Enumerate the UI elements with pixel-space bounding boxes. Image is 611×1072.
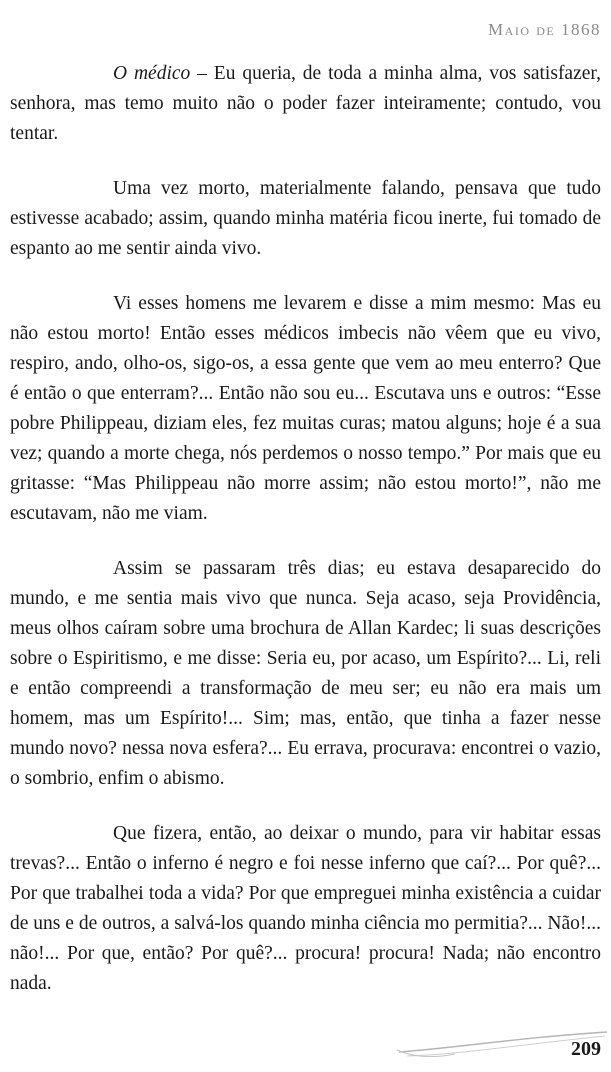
paragraph-1 bbox=[10, 59, 601, 149]
running-header: Maio de 1868 bbox=[488, 20, 601, 39]
page-body bbox=[10, 59, 601, 1024]
speaker-label: O médico bbox=[113, 63, 191, 84]
paragraph-5: Que fizera, então, ao deixar o mundo, para vir habitar essas trevas?... Então o inferno é negro e foi nesse inferno que caí?... Por quê?... Por que trabalhei toda a vida? Por que empreguei minha existência a cuidar de uns e de outros, a salvá-los quando minha ciência mo permitia?... Não!... não!... Por que, então? Por quê?... procura! procura! Nada; não encontro nada. bbox=[10, 823, 601, 994]
paragraph-1-text: – Eu queria, de toda a minha alma, vos satisfazer, senhora, mas temo muito não o poder fazer inteiramente; contudo, vou tentar. bbox=[10, 63, 601, 144]
paragraph-4: Assim se passaram três dias; eu estava desaparecido do mundo, e me sentia mais vivo que nunca. Seja acaso, seja Providência, meus olhos caíram sobre uma brochura de Allan Kardec; li suas descrições sobre o Espiritismo, e me disse: Seria eu, por acaso, um Espírito?... Li, reli e então compreendi a transformação de meu ser; eu não era mais um homem, mas um Espírito!... Sim; mas, então, que tinha a fazer nesse mundo novo? nessa nova esfera?... Eu errava, procurava: encontrei o vazio, o sombrio, enfim o abismo. bbox=[10, 558, 601, 789]
page-number: 209 bbox=[571, 1038, 601, 1060]
paragraph-3: Vi esses homens me levarem e disse a mim mesmo: Mas eu não estou morto! Então esses médicos imbecis não vêem que eu vivo, respiro, ando, olho-os, sigo-os, a essa gente que vem ao meu enterro? Que é então o que enterram?... Então não sou eu... Escutava uns e outros: “Esse pobre Philippeau, diziam eles, fez muitas curas; matou alguns; hoje é a sua vez; quando a morte chega, nós perdemos o nosso tempo.” Por mais que eu gritasse: “Mas Philippeau não morre assim; não estou morto!”, não me escutavam, não me viam. bbox=[10, 293, 601, 524]
paragraph-2: Uma vez morto, materialmente falando, pensava que tudo estivesse acabado; assim, quando minha matéria ficou inerte, fui tomado de espanto ao me sentir ainda vivo. bbox=[10, 178, 601, 259]
